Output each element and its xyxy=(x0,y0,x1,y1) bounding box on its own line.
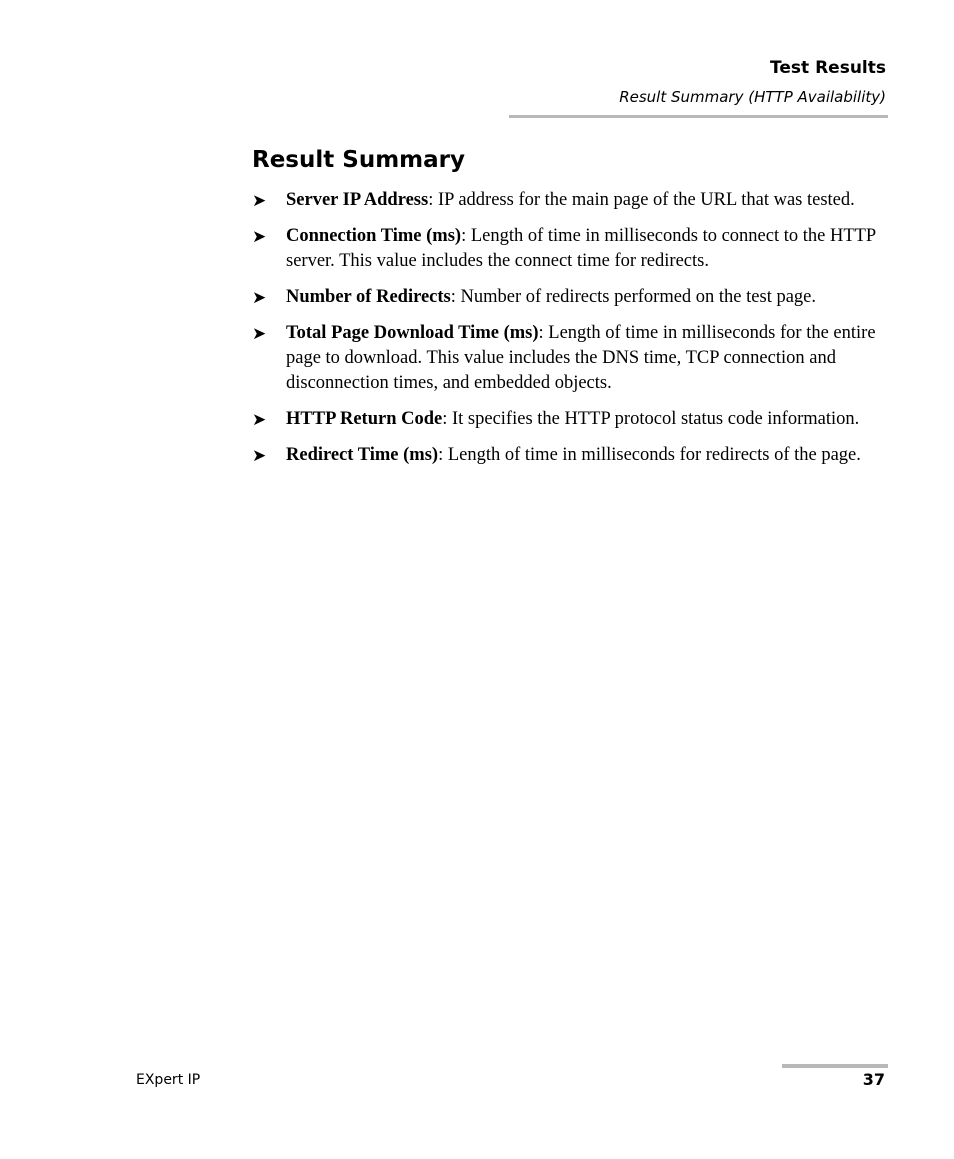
arrow-bullet-icon: ➤ xyxy=(252,227,267,247)
item-description: : Number of redirects performed on the test page. xyxy=(450,287,817,307)
list-item xyxy=(252,285,892,310)
arrow-bullet-icon: ➤ xyxy=(252,288,267,308)
item-description: : It specifies the HTTP protocol status code information. xyxy=(442,409,860,429)
list-item xyxy=(252,407,892,432)
list-item xyxy=(252,443,892,468)
header-divider xyxy=(509,115,888,118)
footer-divider xyxy=(782,1064,888,1068)
item-description: : Length of time in milliseconds for redirects of the page. xyxy=(438,445,861,465)
result-summary-list xyxy=(252,188,892,479)
list-item xyxy=(252,224,892,274)
running-header xyxy=(619,57,886,107)
item-description: : Length of time in milliseconds for the entire page to download. This value includes the DNS time, TCP connection and disconnection times, and embedded objects. xyxy=(286,323,876,393)
page-number: 37 xyxy=(862,1070,885,1089)
item-term: HTTP Return Code xyxy=(286,409,443,429)
item-description: : IP address for the main page of the URL that was tested. xyxy=(428,190,855,210)
header-chapter-title: Test Results xyxy=(770,58,886,78)
footer-product-name: EXpert IP xyxy=(136,1072,201,1088)
header-section-subtitle: Result Summary (HTTP Availability) xyxy=(619,88,886,106)
arrow-bullet-icon: ➤ xyxy=(252,191,267,211)
item-description: : Length of time in milliseconds to connect to the HTTP server. This value includes the connect time for redirects. xyxy=(286,226,876,271)
list-item xyxy=(252,321,892,396)
item-term: Server IP Address xyxy=(286,190,429,210)
section-heading: Result Summary xyxy=(252,147,465,173)
item-term: Number of Redirects xyxy=(286,287,451,307)
list-item xyxy=(252,188,892,213)
arrow-bullet-icon: ➤ xyxy=(252,324,267,344)
item-term: Connection Time (ms) xyxy=(286,226,462,246)
item-term: Total Page Download Time (ms) xyxy=(286,323,539,343)
arrow-bullet-icon: ➤ xyxy=(252,410,267,430)
arrow-bullet-icon: ➤ xyxy=(252,446,267,466)
item-term: Redirect Time (ms) xyxy=(286,445,439,465)
